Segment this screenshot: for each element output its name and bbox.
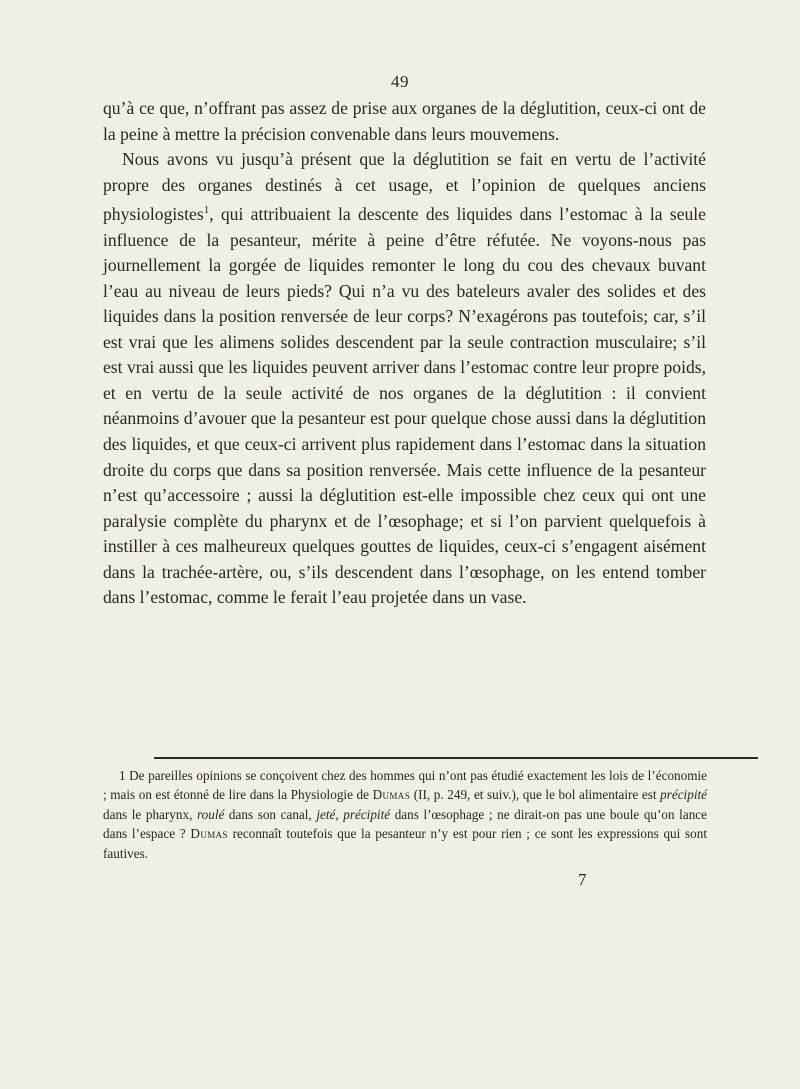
footnote-emphasis: jeté, précipité — [316, 806, 391, 822]
paragraph-2 — [103, 147, 706, 611]
footnote-text: De pareilles opinions se conçoivent chez des hommes qui n’ont pas étudié exactement les lois de l’économie ; mais on est étonné de lire dans la Physiologie de — [103, 768, 707, 803]
footnote-text: dans son canal, — [224, 806, 317, 822]
paragraph-1: qu’à ce que, n’offrant pas assez de prise aux organes de la déglutition, ceux-ci ont de la peine à mettre la précision convenable dans leurs mouvemens. — [103, 98, 706, 144]
footnote-text: dans l’œsophage ; ne dirait-on pas une boule qu’on lance dans l’espace ? — [103, 806, 707, 842]
main-text — [103, 96, 706, 611]
footnote-text: dans le pharynx, — [103, 806, 197, 822]
footnote-author: Dumas — [372, 787, 411, 803]
paragraph-2-text-start: Nous avons vu jusqu’à présent que la déglutition se fait en vertu de l’activité propre des organes destinés à cet usage, et l’opinion de quelques anciens physiologistes — [103, 149, 706, 225]
signature-mark: 7 — [578, 870, 587, 889]
footnote-emphasis: roulé — [196, 806, 225, 822]
footnote-divider — [154, 757, 758, 759]
footnote-emphasis: précipité — [660, 787, 707, 803]
footnote-text: (II, p. 249, et suiv.), que le bol alimentaire est — [410, 787, 661, 803]
page-number: 49 — [391, 72, 409, 91]
footnote-text: reconnaît toutefois que la pesanteur n’y est pour rien ; ce sont les expressions qui sont fautives. — [103, 826, 707, 861]
paragraph-2-text-end: , qui attribuaient la descente des liquides dans l’estomac à la seule influence de la pesanteur, mérite à peine d’être réfutée. Ne voyons-nous pas journellement la gorgée de liquides remonter le long du cou des chevaux buvant l’eau au niveau de leurs pieds? Qui n’a vu des bateleurs avaler des solides et des liquides dans la position renversée de leur corps? N’exagérons pas toutefois; car, s’il est vrai que les alimens solides descendent par la seule contraction musculaire; s’il est vrai aussi que les liquides peuvent arriver dans l’estomac contre leur propre poids, et en vertu de la seule activité de nos organes de la déglutition : il convient néanmoins d’avouer que la pesanteur est pour quelque chose aussi dans la déglutition des liquides, et que ceux-ci arrivent plus rapidement dans l’estomac dans la situation droite du corps que dans sa position renversée. Mais cette influence de la pesanteur n’est qu’accessoire ; aussi la déglutition est-elle impossible chez ceux qui ont une paralysie complète du pharynx et de l’œsophage; et si l’on parvient quelquefois à instiller à ces malheureux quelques gouttes de liquides, ceux-ci s’engagent aisément dans la trachée-artère, ou, s’ils descendent dans l’œsophage, on les entend tomber dans l’estomac, comme le ferait l’eau projetée dans un vase. — [103, 204, 706, 608]
footnote-author: Dumas — [190, 826, 228, 842]
footnote-marker: 1 — [119, 768, 126, 783]
footnote — [103, 766, 707, 863]
footnote-reference[interactable]: 1 — [203, 204, 210, 217]
